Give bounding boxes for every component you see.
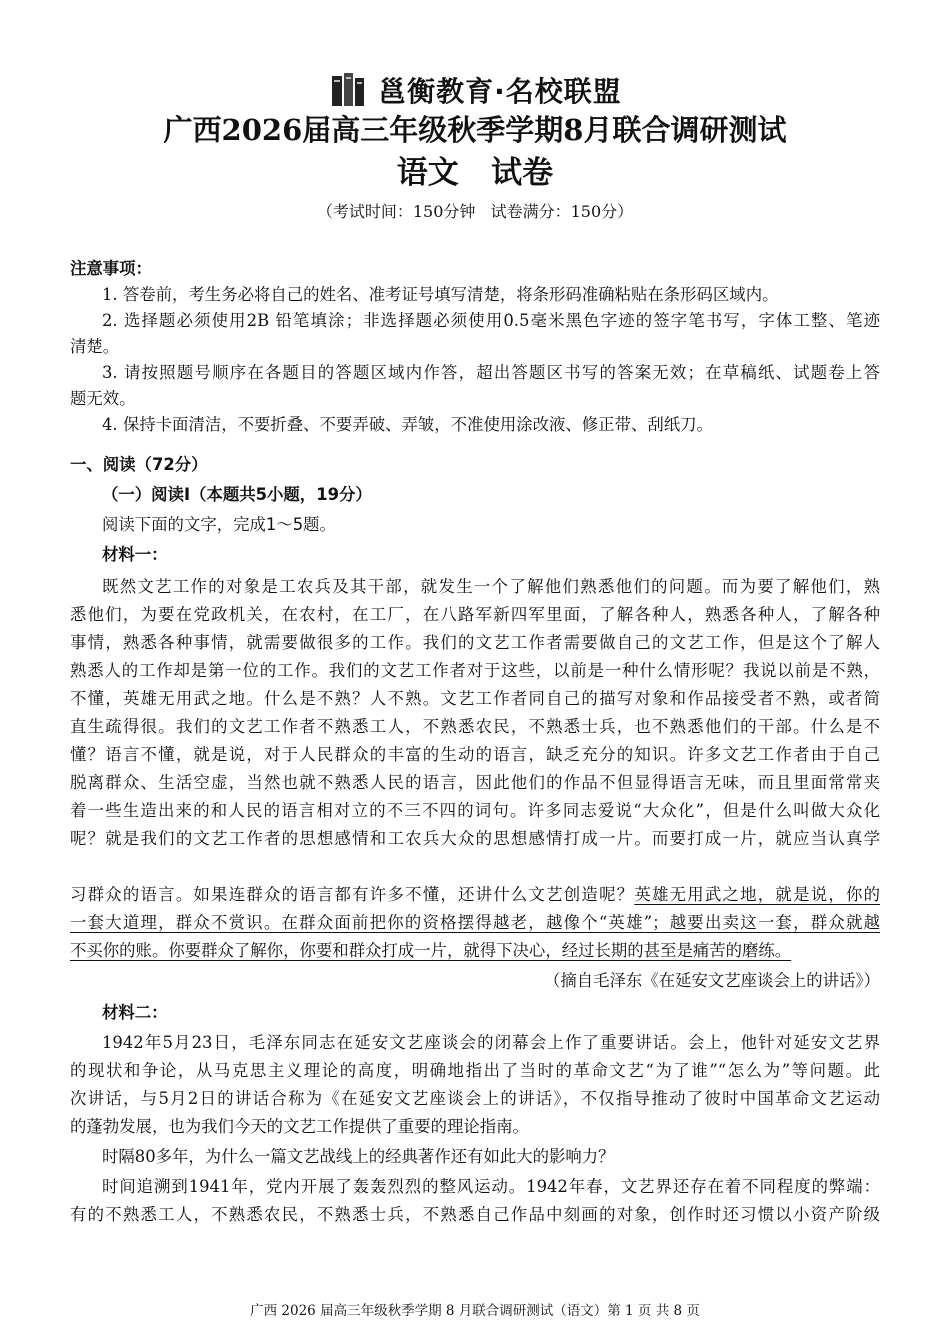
material-1-line: 脱离群众、生活空虚，当然也就不熟悉人民的语言，因此他们的作品不但显得语言无味，而且里面常常夹 xyxy=(70,773,880,792)
material-1-line-underlined: 一套大道理，群众不赏识。在群众面前把你的资格摆得越老，越像个“英雄”；越要出卖这一套，群众就越 xyxy=(70,913,880,932)
exam-info: （考试时间：150分钟 试卷满分：150分） xyxy=(316,202,634,221)
underlined-passage: 英雄无用武之地，就是说，你的 xyxy=(634,885,880,904)
notice-item-3: 3. 请按照题号顺序在各题目的答题区域内作答，超出答题区书写的答案无效；在草稿纸、试题卷上答 xyxy=(102,363,880,382)
notice-item-4: 4. 保持卡面清洁，不要折叠、不要弄破、弄皱，不准使用涂改液、修正带、刮纸刀。 xyxy=(102,415,713,434)
page-footer: 广西 2026 届高三年级秋季学期 8 月联合调研测试（语文）第 1 页 共 8 页 xyxy=(250,1303,700,1319)
material-1-line: 既然文艺工作的对象是工农兵及其干部，就发生一个了解他们熟悉他们的问题。而为要了解他们，熟 xyxy=(102,577,880,596)
material-2-heading: 材料二： xyxy=(102,1003,168,1022)
notice-heading: 注意事项： xyxy=(70,259,152,278)
exam-title: 广西2026届高三年级秋季学期8月联合调研测试 xyxy=(163,113,787,147)
material-1-heading: 材料一： xyxy=(102,545,168,564)
section-heading: 一、阅读（72分） xyxy=(70,455,208,474)
material-2-line: 的现状和争论，从马克思主义理论的高度，明确地指出了当时的革命文艺“为了谁”“怎么为”等问题。此 xyxy=(70,1061,880,1080)
subject-title: 语文 试卷 xyxy=(396,155,554,191)
material-2-line: 时间追溯到1941年，党内开展了轰轰烈烈的整风运动。1942年春，文艺界还存在着不同程度的弊端： xyxy=(102,1177,880,1196)
material-1-line: 熟悉人的工作却是第一位的工作。我们的文艺工作者对于这些，以前是一种什么情形呢？我说以前是不熟， xyxy=(70,661,880,680)
material-1-line: 习群众的语言。如果连群众的语言都有许多不懂，还讲什么文艺创造呢？英雄无用武之地，就是说，你的 xyxy=(70,885,880,904)
material-1-line: 直生疏得很。我们的文艺工作者不熟悉工人，不熟悉农民，不熟悉士兵，也不熟悉他们的干部。什么是不 xyxy=(70,717,880,736)
material-2-line: 次讲话，与5月2日的讲话合称为《在延安文艺座谈会上的讲话》，不仅指导推动了彼时中国革命文艺运动 xyxy=(70,1089,880,1108)
material-1-line-underlined: 不买你的账。你要群众了解你，你要和群众打成一片，就得下决心，经过长期的甚至是痛苦的磨练。 xyxy=(70,941,792,960)
instruction: 阅读下面的文字，完成1～5题。 xyxy=(102,515,336,534)
material-1-line: 懂？语言不懂，就是说，对于人民群众的丰富的生动的语言，缺乏充分的知识。许多文艺工作者由于自己 xyxy=(70,745,880,764)
material-2-line: 时隔80多年，为什么一篇文艺战线上的经典著作还有如此大的影响力？ xyxy=(102,1147,615,1166)
brand-header xyxy=(0,68,950,112)
material-1-line: 不懂，英雄无用武之地。什么是不熟？人不熟。文艺工作者同自己的描写对象和作品接受者不熟，或者简 xyxy=(70,689,880,708)
material-1-line: 事情，熟悉各种事情，就需要做很多的工作。我们的文艺工作者需要做自己的文艺工作，但是这个了解人 xyxy=(70,633,880,652)
notice-item-2-cont: 清楚。 xyxy=(70,337,120,356)
material-2-line: 的蓬勃发展，也为我们今天的文艺工作提供了重要的理论指南。 xyxy=(70,1117,529,1136)
material-1-line: 悉他们，为要在党政机关，在农村，在工厂，在八路军新四军里面，了解各种人，熟悉各种人，了解各种 xyxy=(70,605,880,624)
material-2-line: 1942年5月23日，毛泽东同志在延安文艺座谈会的闭幕会上作了重要讲话。会上，他针对延安文艺界 xyxy=(102,1033,880,1052)
material-2-line: 有的不熟悉工人，不熟悉农民，不熟悉士兵，不熟悉自己作品中刻画的对象，创作时还习惯以小资产阶级 xyxy=(70,1205,880,1224)
notice-item-1: 1. 答卷前，考生务必将自己的姓名、准考证号填写清楚，将条形码准确粘贴在条形码区域内。 xyxy=(102,285,779,304)
brand-name: 邕衡教育·名校联盟 xyxy=(378,75,622,108)
subsection-heading: （一）阅读Ⅰ（本题共5小题，19分） xyxy=(102,485,372,504)
notice-item-3-cont: 题无效。 xyxy=(70,389,136,408)
notice-item-2: 2. 选择题必须使用2B 铅笔填涂；非选择题必须使用0.5毫米黑色字迹的签字笔书写，字体工整、笔迹 xyxy=(102,311,880,330)
material-1-source: （摘自毛泽东《在延安文艺座谈会上的讲话》） xyxy=(543,971,880,990)
material-1-line: 呢？就是我们的文艺工作者的思想感情和工农兵大众的思想感情打成一片。而要打成一片，就应当认真学 xyxy=(70,829,880,848)
books-logo-icon xyxy=(328,70,368,110)
material-1-line: 着一些生造出来的和人民的语言相对立的不三不四的词句。许多同志爱说“大众化”，但是什么叫做大众化 xyxy=(70,801,880,820)
